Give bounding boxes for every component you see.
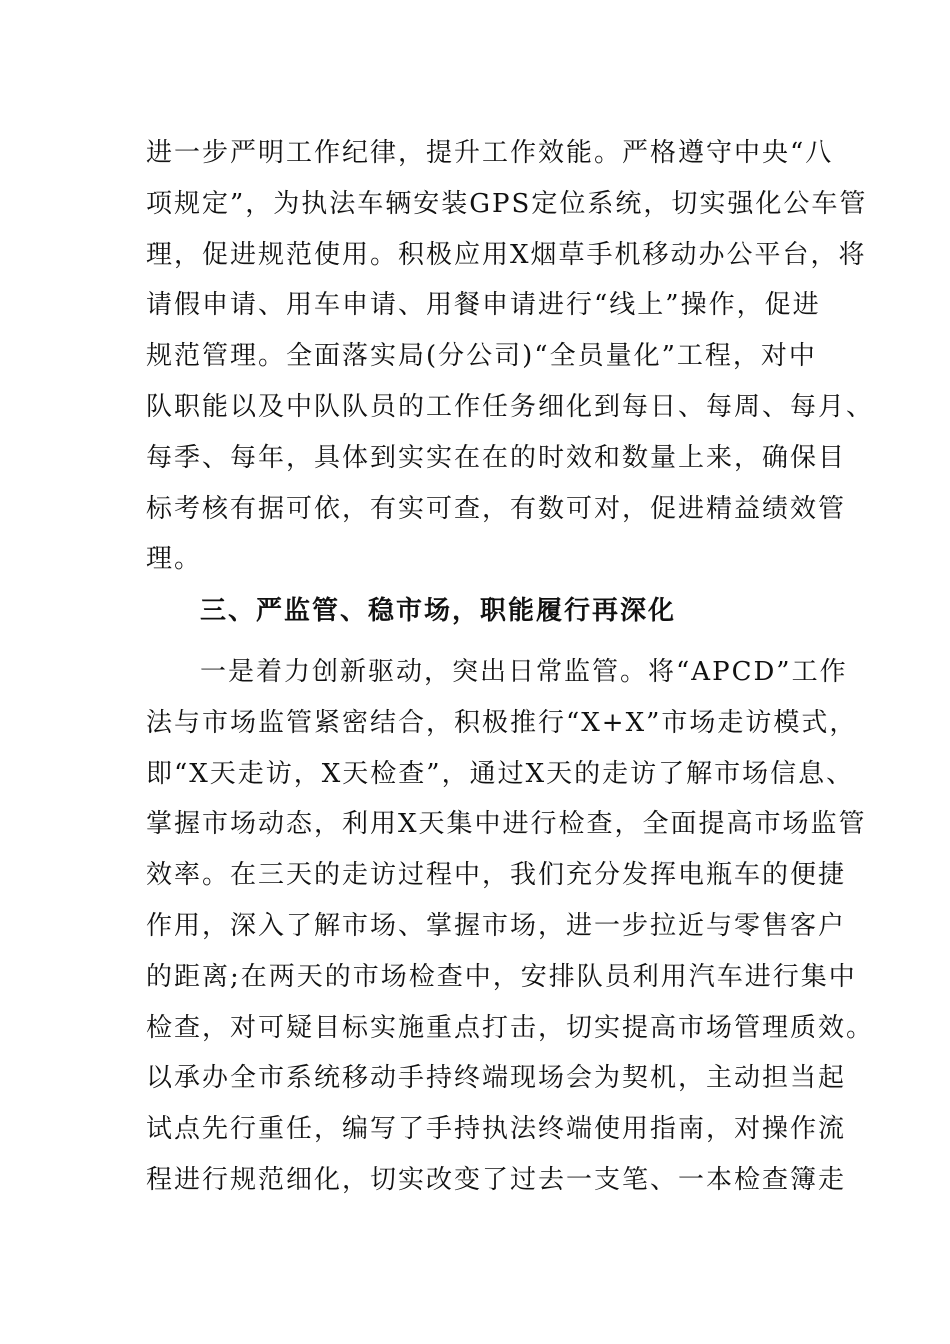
paragraph-market-supervision <box>146 647 875 1206</box>
paragraph-line: 的距离;在两天的市场检查中，安排队员利用汽车进行集中 <box>146 961 857 992</box>
paragraph-line: 作用，深入了解市场、掌握市场，进一步拉近与零售客户 <box>146 910 847 941</box>
section-heading-block <box>146 586 816 637</box>
paragraph-line: 一是着力创新驱动，突出日常监管。将“APCD”工作 <box>200 657 848 687</box>
paragraph-line: 以承办全市系统移动手持终端现场会为契机，主动担当起 <box>146 1063 847 1094</box>
paragraph-line: 掌握市场动态，利用X天集中进行检查，全面提高市场监管 <box>146 809 867 840</box>
paragraph-line: 检查，对可疑目标实施重点打击，切实提高市场管理质效。 <box>146 1012 875 1043</box>
paragraph-line: 每季、每年，具体到实实在在的时效和数量上来，确保目 <box>146 442 847 473</box>
paragraph-line: 标考核有据可依，有实可查，有数可对，促进精益绩效管 <box>146 493 847 524</box>
paragraph-line: 试点先行重任，编写了手持执法终端使用指南，对操作流 <box>146 1114 847 1145</box>
paragraph-line: 法与市场监管紧密结合，积极推行“X+X”市场走访模式， <box>146 707 858 738</box>
paragraph-line: 队职能以及中队队员的工作任务细化到每日、每周、每月、 <box>146 391 875 422</box>
paragraph-line: 即“X天走访，X天检查”，通过X天的走访了解市场信息、 <box>146 758 855 789</box>
paragraph-work-discipline <box>146 128 875 585</box>
paragraph-line: 程进行规范细化，切实改变了过去一支笔、一本检查簿走 <box>146 1164 847 1195</box>
paragraph-line: 规范管理。全面落实局(分公司)“全员量化”工程，对中 <box>146 341 817 372</box>
paragraph-line: 请假申请、用车申请、用餐申请进行“线上”操作，促进 <box>146 290 821 321</box>
section-heading: 三、严监管、稳市场，职能履行再深化 <box>200 596 677 626</box>
paragraph-line: 进一步严明工作纪律，提升工作效能。严格遵守中央“八 <box>146 138 834 168</box>
paragraph-line: 理。 <box>146 544 203 575</box>
paragraph-line: 项规定”，为执法车辆安装GPS定位系统，切实强化公车管 <box>146 188 868 219</box>
paragraph-line: 理，促进规范使用。积极应用X烟草手机移动办公平台，将 <box>146 239 867 270</box>
paragraph-line: 效率。在三天的走访过程中，我们充分发挥电瓶车的便捷 <box>146 860 847 891</box>
